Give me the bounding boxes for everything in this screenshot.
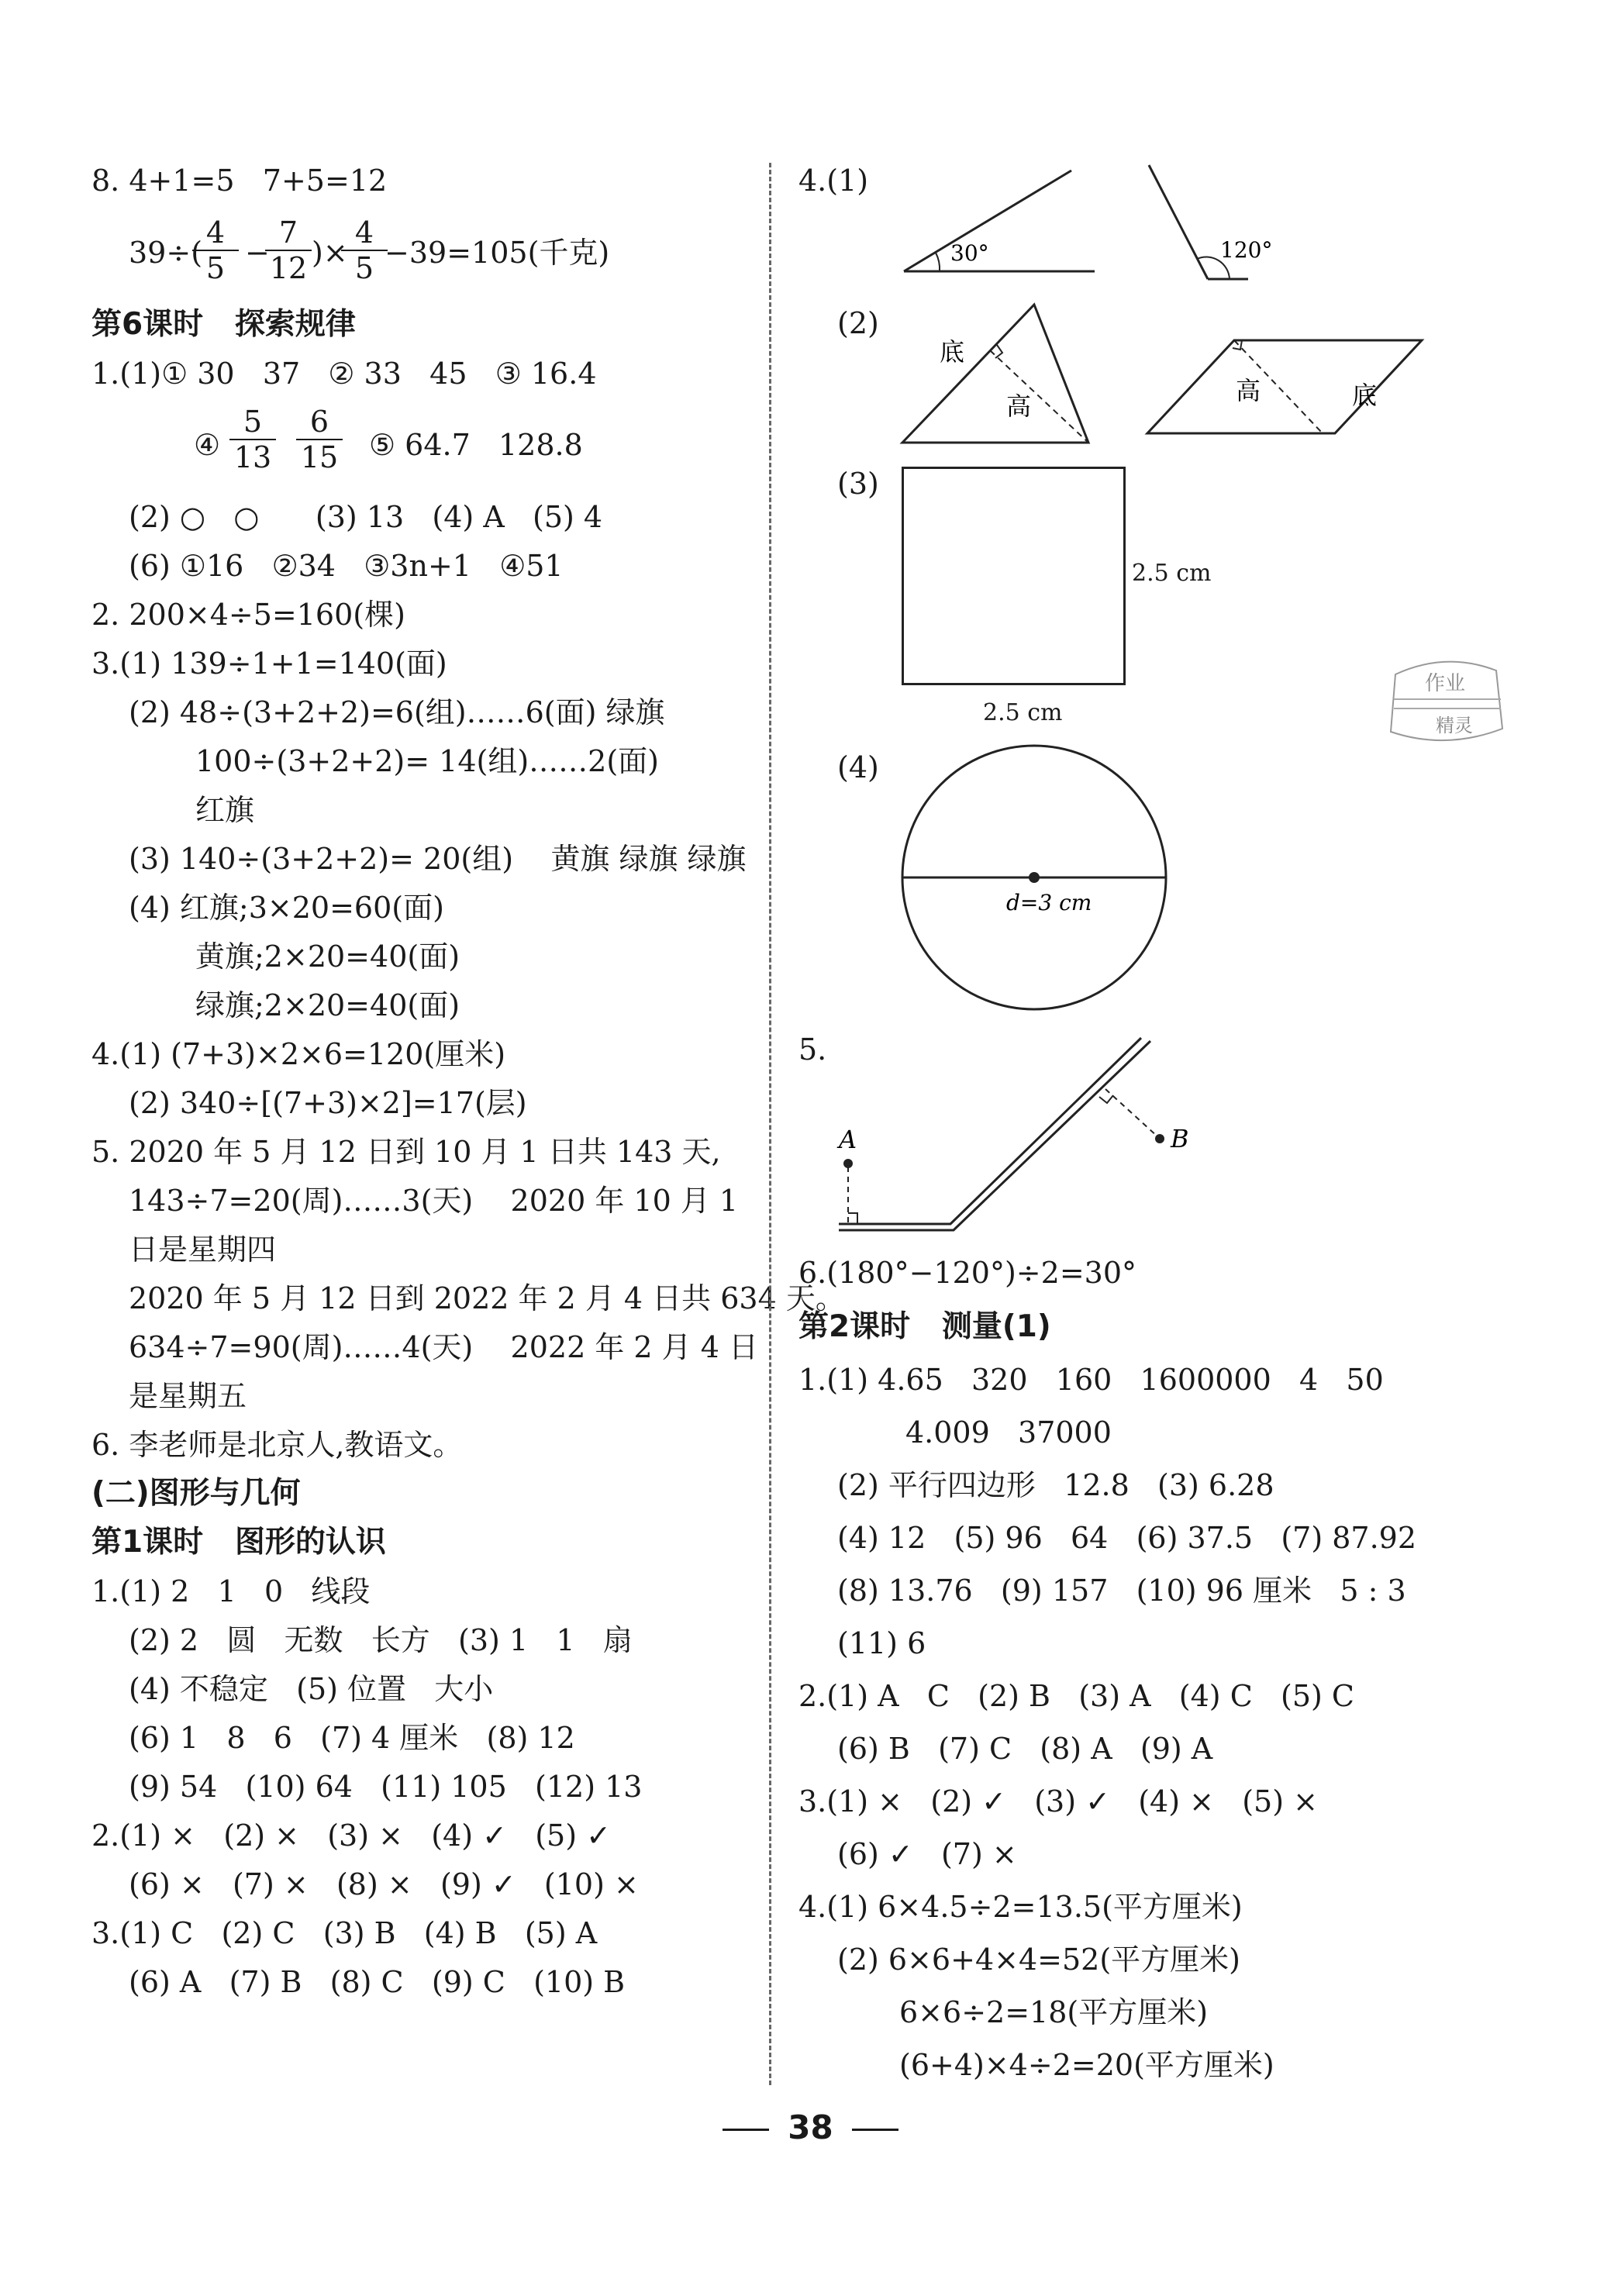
l6-q3-2b: 100÷(3+2+2)= 14(组)……2(面) <box>195 744 659 778</box>
q8-minus: − <box>245 236 270 270</box>
q8-times: )× <box>312 236 348 270</box>
l6-q3-4c: 绿旗;2×20=40(面) <box>195 988 460 1022</box>
m-q4-2b: 6×6÷2=18(平方厘米) <box>899 1995 1209 2029</box>
r-q4-4-label: (4) <box>837 750 879 784</box>
l6-q3-3: (3) 140÷(3+2+2)= 20(组) 黄旗 绿旗 绿旗 <box>129 842 747 876</box>
l6-q5-c: 日是星期四 <box>129 1232 277 1267</box>
stamp-line2: 精灵 <box>1436 715 1473 736</box>
m-q1-1b: 4.009 37000 <box>905 1415 1112 1450</box>
circle-diameter-label: d=3 cm <box>1006 890 1092 915</box>
lesson1-title: 第1课时 图形的认识 <box>91 1525 386 1560</box>
l6-q5-a: 5. 2020 年 5 月 12 日到 10 月 1 日共 143 天, <box>91 1135 721 1169</box>
watermark-stamp <box>1380 651 1512 752</box>
m-q1-2: (2) 平行四边形 12.8 (3) 6.28 <box>837 1468 1274 1502</box>
g1-q1-6: (6) 1 8 6 (7) 4 厘米 (8) 12 <box>129 1721 575 1755</box>
triangle-base-label: 底 <box>940 337 965 367</box>
l6-q5-f: 是星期五 <box>129 1379 247 1413</box>
page-number: 38 <box>0 2108 1621 2146</box>
point-b-label: B <box>1171 1124 1189 1153</box>
q8-result: −39=105(千克) <box>385 236 610 270</box>
l6-q4-2: (2) 340÷[(7+3)×2]=17(层) <box>129 1086 527 1120</box>
r-q4-1-label: 4.(1) <box>798 164 869 198</box>
g1-q3-1: 3.(1) C (2) C (3) B (4) B (5) A <box>91 1916 598 1950</box>
l6-q3-1: 3.(1) 139÷1+1=140(面) <box>91 646 447 681</box>
angle-120-label: 120° <box>1220 237 1273 263</box>
q8-frac-1: $\frac{4}{5}$ <box>192 215 239 285</box>
r-q4-3-label: (3) <box>837 467 879 501</box>
m-q4-1: 4.(1) 6×4.5÷2=13.5(平方厘米) <box>798 1890 1243 1924</box>
l6-q5-d: 2020 年 5 月 12 日到 2022 年 2 月 4 日共 634 天。 <box>129 1281 845 1315</box>
g1-q1-2: (2) 2 圆 无数 长方 (3) 1 1 扇 <box>129 1623 633 1657</box>
column-divider <box>769 163 771 2085</box>
m-q4-2a: (2) 6×6+4×4=52(平方厘米) <box>837 1943 1240 1977</box>
l6-q3-2a: (2) 48÷(3+2+2)=6(组)……6(面) 绿旗 <box>129 695 665 729</box>
lesson2-title: 第2课时 测量(1) <box>798 1309 1051 1344</box>
l6-q1-1: 1.(1)① 30 37 ② 33 45 ③ 16.4 <box>91 357 597 391</box>
point-a-label: A <box>839 1125 857 1154</box>
section2-title: (二)图形与几何 <box>91 1476 301 1511</box>
stamp-line1: 作业 <box>1425 672 1466 695</box>
g1-q1-9: (9) 54 (10) 64 (11) 105 (12) 13 <box>129 1770 643 1804</box>
l6-q6: 6. 李老师是北京人,教语文。 <box>91 1428 463 1462</box>
angle-120-figure <box>1149 165 1272 279</box>
g1-q1-1: 1.(1) 2 1 0 线段 <box>91 1574 371 1608</box>
m-q3-1: 3.(1) × (2) ✓ (3) ✓ (4) × (5) × <box>798 1784 1318 1819</box>
m-q4-2c: (6+4)×4÷2=20(平方厘米) <box>899 2048 1274 2082</box>
g1-q2-6: (6) × (7) × (8) × (9) ✓ (10) × <box>129 1867 639 1901</box>
angle-30-label: 30° <box>950 240 989 266</box>
circle-figure <box>899 743 1171 1014</box>
square-side-bottom-label: 2.5 cm <box>983 699 1063 726</box>
l6-q1-6: (6) ①16 ②34 ③3n+1 ④51 <box>129 549 564 583</box>
r-q6: 6.(180°−120°)÷2=30° <box>798 1256 1137 1290</box>
l6-circled-5: ⑤ 64.7 128.8 <box>369 428 583 462</box>
parallelogram-height-label: 高 <box>1236 376 1261 405</box>
q8-frac-2: $\frac{7}{12}$ <box>265 215 312 285</box>
angle-figures <box>892 163 1273 295</box>
l6-q5-e: 634÷7=90(周)……4(天) 2022 年 2 月 4 日 <box>129 1330 758 1364</box>
lesson6-title: 第6课时 探索规律 <box>91 307 356 342</box>
triangle-height-label: 高 <box>1006 391 1032 421</box>
l6-q2: 2. 200×4÷5=160(棵) <box>91 598 405 632</box>
g1-q1-4: (4) 不稳定 (5) 位置 大小 <box>129 1672 494 1706</box>
l6-frac-1: $\frac{5}{13}$ <box>229 405 276 474</box>
m-q3-6: (6) ✓ (7) × <box>837 1837 1017 1871</box>
distance-figure <box>822 1027 1225 1244</box>
m-q1-1: 1.(1) 4.65 320 160 1600000 4 50 <box>798 1363 1384 1397</box>
r-q4-2-label: (2) <box>837 306 879 340</box>
l6-q3-2c: 红旗 <box>195 793 255 827</box>
q8-line1: 8. 4+1=5 7+5=12 <box>91 164 388 198</box>
l6-q3-4a: (4) 红旗;3×20=60(面) <box>129 891 444 925</box>
l6-q3-4b: 黄旗;2×20=40(面) <box>195 939 460 974</box>
m-q2-1: 2.(1) A C (2) B (3) A (4) C (5) C <box>798 1679 1355 1713</box>
l6-frac-2: $\frac{6}{15}$ <box>296 405 343 474</box>
square-side-right-label: 2.5 cm <box>1132 560 1212 587</box>
q8-prefix: 39÷( <box>129 236 203 270</box>
m-q1-11: (11) 6 <box>837 1626 926 1660</box>
l6-q4-1: 4.(1) (7+3)×2×6=120(厘米) <box>91 1037 506 1071</box>
g1-q2-1: 2.(1) × (2) × (3) × (4) ✓ (5) ✓ <box>91 1819 611 1853</box>
q8-frac-3: $\frac{4}{5}$ <box>341 215 388 285</box>
angle-30-figure <box>904 171 1095 271</box>
m-q2-6: (6) B (7) C (8) A (9) A <box>837 1732 1213 1766</box>
m-q1-8: (8) 13.76 (9) 157 (10) 96 厘米 5 : 3 <box>837 1574 1406 1608</box>
g1-q3-6: (6) A (7) B (8) C (9) C (10) B <box>129 1965 626 1999</box>
l6-circled-4: ④ <box>194 428 221 462</box>
square-figure <box>902 467 1126 685</box>
parallelogram-figure <box>1147 340 1422 433</box>
l6-q5-b: 143÷7=20(周)……3(天) 2020 年 10 月 1 <box>129 1184 739 1218</box>
base-height-figures <box>892 298 1450 446</box>
l6-q1-2: (2) ○ ○ (3) 13 (4) A (5) 4 <box>129 500 603 534</box>
r-q5-label: 5. <box>798 1033 827 1067</box>
parallelogram-base-label: 底 <box>1352 381 1378 410</box>
triangle-figure <box>902 305 1088 443</box>
m-q1-4: (4) 12 (5) 96 64 (6) 37.5 (7) 87.92 <box>837 1521 1417 1555</box>
